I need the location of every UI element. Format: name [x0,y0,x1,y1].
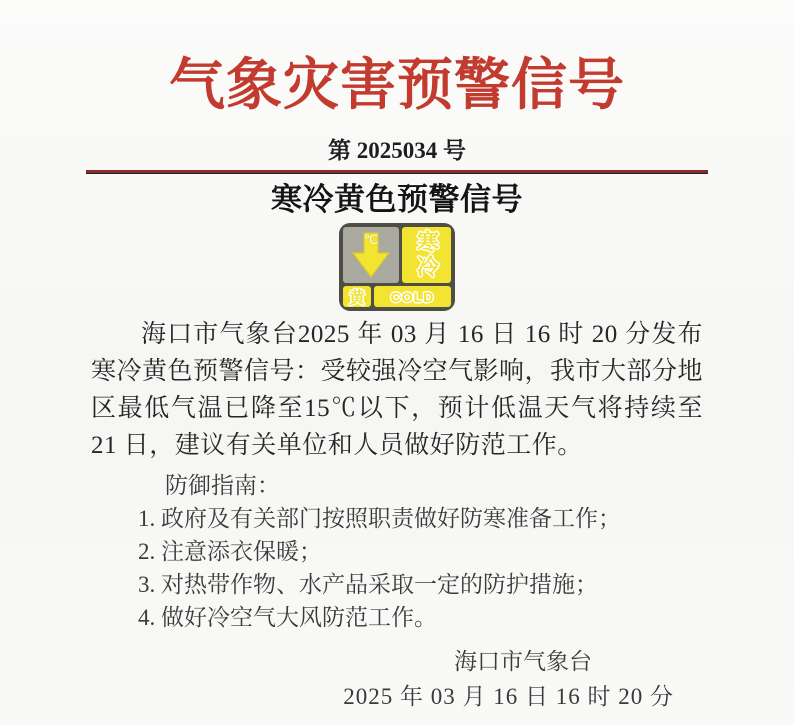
guide-item-1: 1. 政府及有关部门按照职责做好防寒准备工作； [138,506,621,531]
warning-label-cn-cell [402,227,451,283]
page-title: 气象灾害预警信号 [169,55,625,117]
issue-datetime: 2025 年 03 月 16 日 16 时 20 分 [343,684,674,709]
warning-subtitle: 寒冷黄色预警信号 [271,182,523,217]
issuer-signature: 海口市气象台 [454,649,592,674]
guide-item-3: 3. 对热带作物、水产品采取一定的防护措施； [138,572,598,597]
warning-body-text: 海口市气象台2025 年 03 月 16 日 16 时 20 分发布寒冷黄色预警信号：受较强冷空气影响，我市大部分地区最低气温已降至15℃以下，预计低温天气将持续至21 日，建议有关单位和人员做好防范工作。 [91,321,704,459]
guide-item-4: 4. 做好冷空气大风防范工作。 [138,605,437,630]
guide-item-2: 2. 注意添衣保暖； [138,539,322,564]
cold-yellow-warning-icon [339,223,455,311]
warning-icon-bottom-row [343,286,451,307]
warning-label-en-cell [374,286,451,307]
doc-number: 第 2025034 号 [328,138,466,163]
warning-level-char: 黄 [348,290,365,307]
warning-level-cell [343,286,371,307]
warning-label-en: COLD [390,288,435,305]
header-divider [86,170,708,174]
defense-guide [138,469,794,634]
guide-heading: 防御指南： [165,473,280,498]
warning-icon-top-row [343,227,451,283]
degree-celsius-symbol: ℃ [363,232,379,247]
temperature-drop-arrow-icon [343,227,399,283]
warning-label-cn: 寒冷 [414,230,440,280]
